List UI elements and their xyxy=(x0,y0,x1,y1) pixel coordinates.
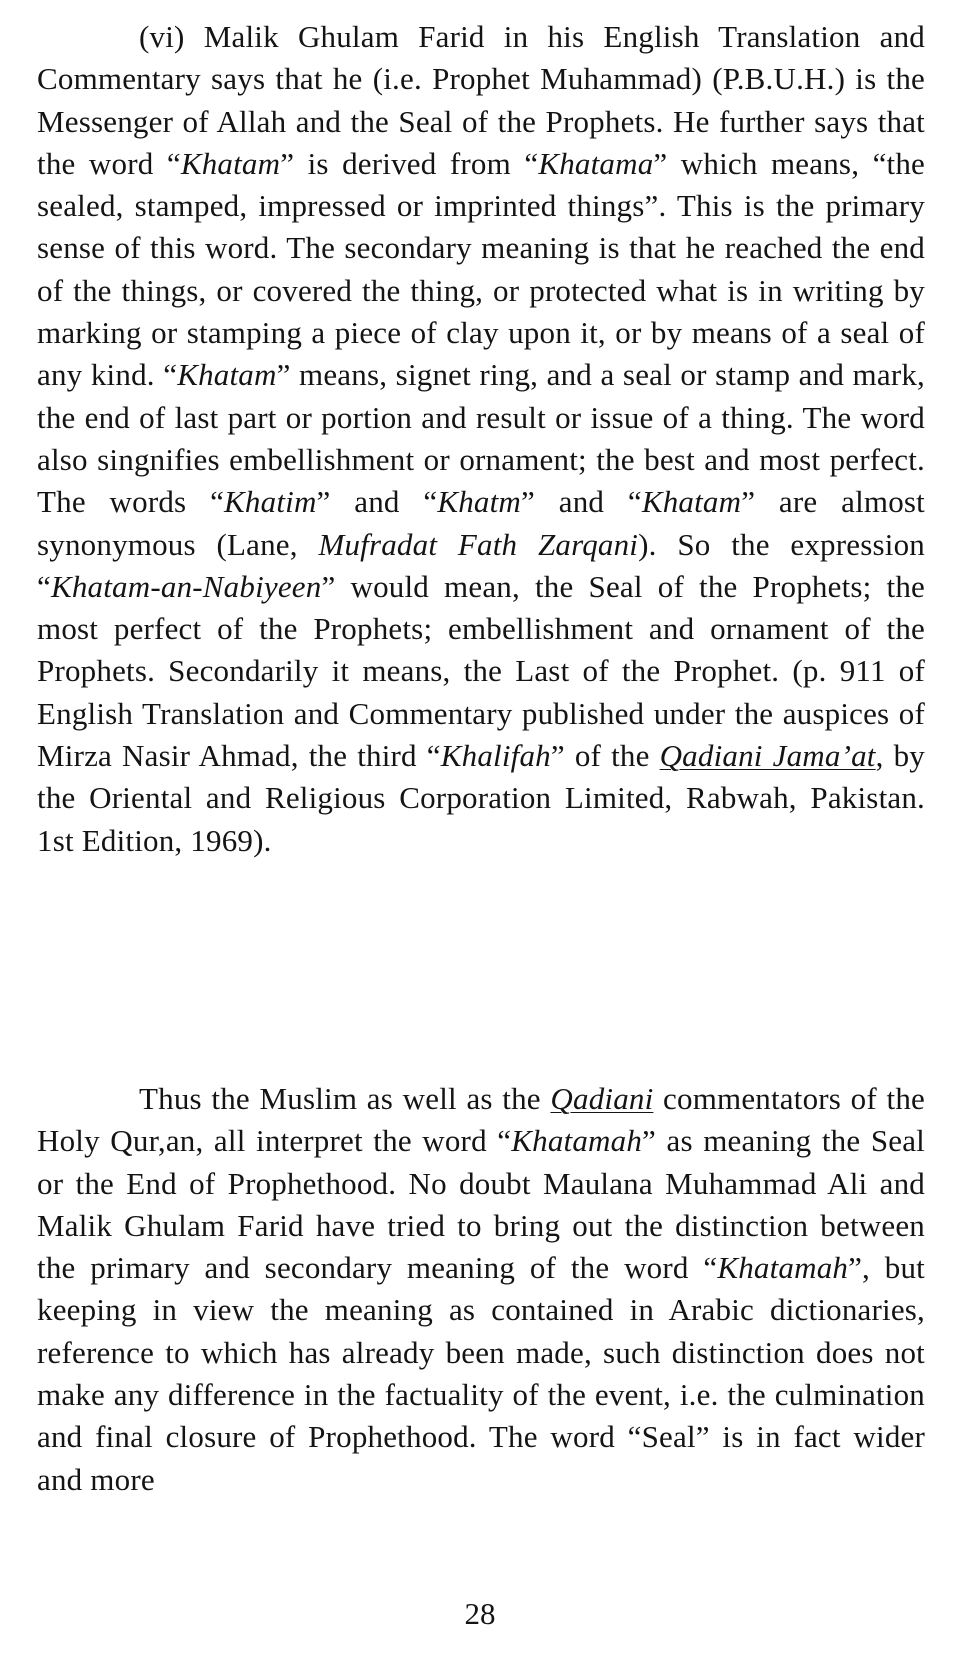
term-khatamah: Khatamah xyxy=(717,1250,849,1286)
page-number: 28 xyxy=(464,1596,496,1631)
term-qadiani-jamaat: Qadiani Jama’at xyxy=(659,738,876,774)
term-khatam: Khatam xyxy=(641,484,742,520)
source-citation: Mufradat Fath Zarqani xyxy=(318,526,639,562)
term-khatama: Khatama xyxy=(538,145,654,181)
term-khatamah: Khatamah xyxy=(511,1123,643,1159)
term-qadiani: Qadiani xyxy=(550,1081,654,1116)
paragraph-1: (vi) Malik Ghulam Farid in his English Translation and Commentary says that he (i.e. Prophet Muhammad) (P.B.U.H.) is the Messenger of Allah and the Seal of the Prophets. He further says that the word “Khatam” is derived from “Khatama” which means, “the sealed, stamped, impressed or imprinted things”. This is the primary sense of this word. The secondary meaning is that he reached the end of the things, or covered the thing, or protected what is in writing by marking or stamping a piece of clay upon it, or by means of a seal of any kind. “Khatam” means, signet ring, and a seal or stamp and mark, the end of last part or portion and result or issue of a thing. The word also singnifies embellishment or ornament; the best and most perfect. The words “Khatim” and “Khatm” and “Khatam” are almost synonymous (Lane, Mufradat Fath Zarqani). So the expression “Khatam-an-Nabiyeen” would mean, the Seal of the Prophets; the most perfect of the Prophets; embellishment and ornament of the Prophets. Secondarily it means, the Last of the Prophet. (p. 911 of English Translation and Commentary published under the auspices of Mirza Nasir Ahmad, the third “Khalifah” of the Qadiani Jama’at, by the Oriental and Religious Corporation Limited, Rabwah, Pakistan. 1st Edition, 1969). xyxy=(37,19,926,858)
paragraph-2: Thus the Muslim as well as the Qadiani commentators of the Holy Qur,an, all interpret the word “Khatamah” as meaning the Seal or the End of Prophethood. No doubt Maulana Muhammad Ali and Malik Ghulam Farid have tried to bring out the distinction between the primary and secondary meaning of the word “Khatamah”, but keeping in view the meaning as contained in Arabic dictionaries, reference to which has already been made, such distinction does not make any difference in the factuality of the event, i.e. the culmination and final closure of Prophethood. The word “Seal” is in fact wider and more xyxy=(37,1081,926,1497)
term-khalifah: Khalifah xyxy=(440,738,551,774)
term-khatam: Khatam xyxy=(180,145,281,181)
term-khatam-an-nabiyeen: Khatam-an-Nabiyeen xyxy=(50,568,322,604)
term-khatim: Khatim xyxy=(224,484,317,520)
term-khatam: Khatam xyxy=(177,357,277,393)
term-khatm: Khatm xyxy=(437,484,522,520)
